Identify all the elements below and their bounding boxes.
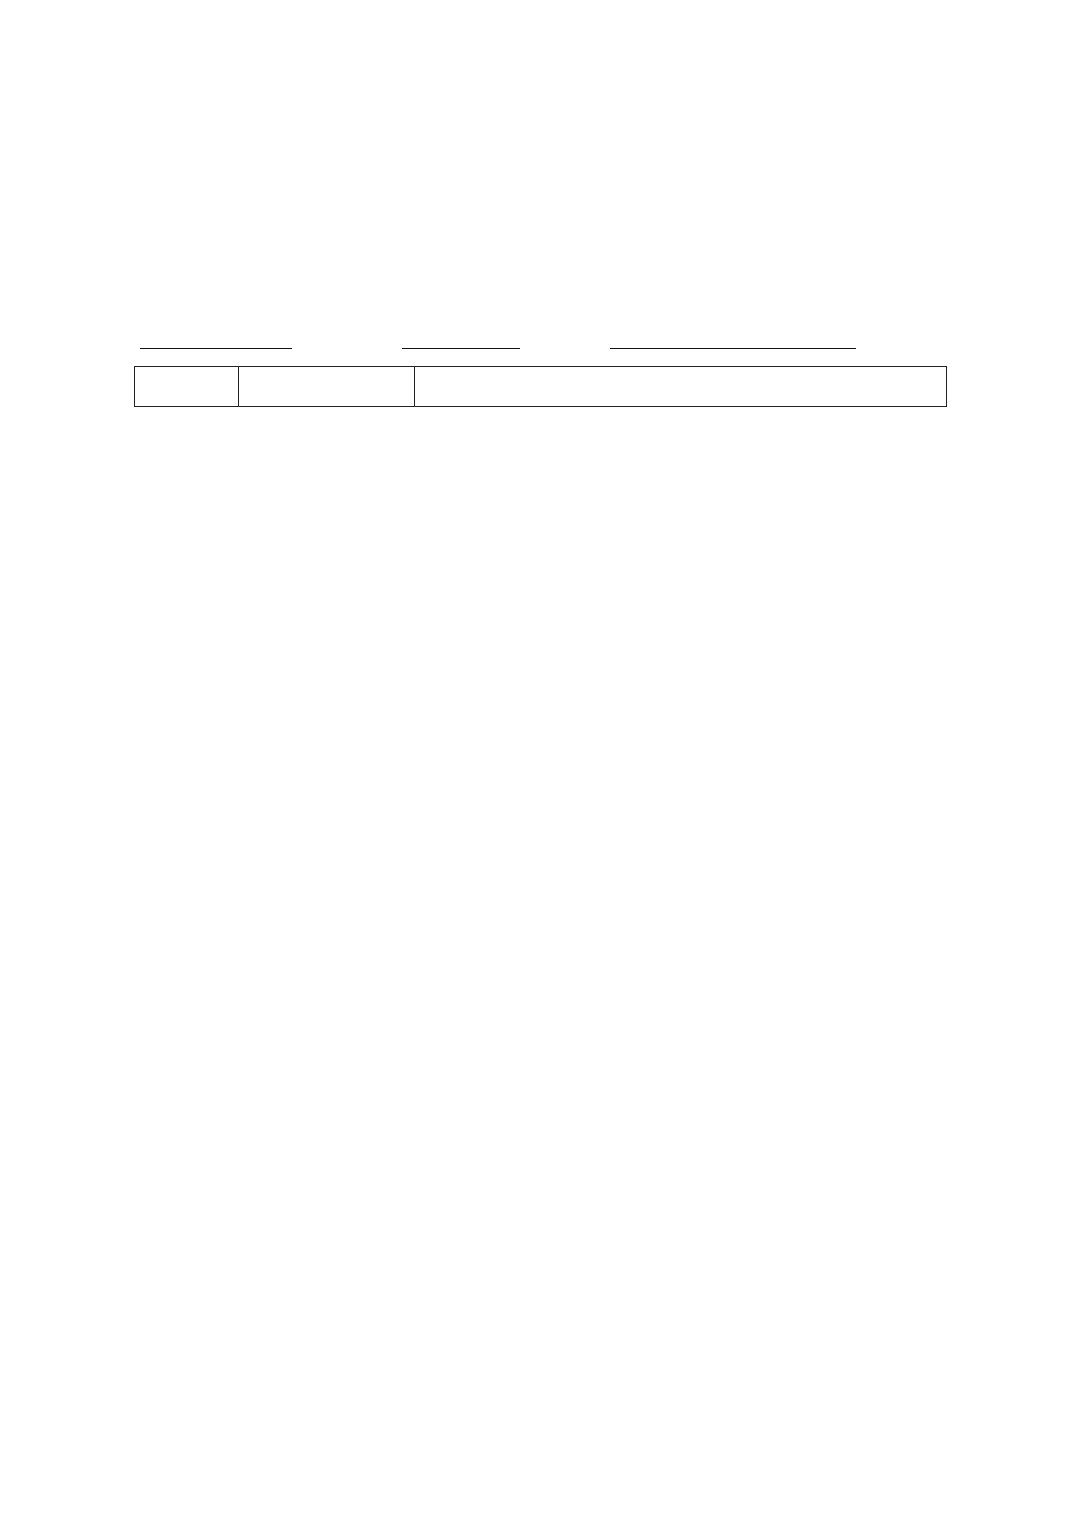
choices-header: [415, 367, 947, 407]
exam-no-line[interactable]: [140, 326, 292, 349]
category-header: [239, 367, 415, 407]
choice-table: [134, 366, 947, 407]
exam-no-field[interactable]: [138, 326, 292, 349]
name-line[interactable]: [402, 326, 520, 349]
name-field[interactable]: [400, 326, 520, 349]
school-field[interactable]: [608, 326, 856, 349]
batch-header: [135, 367, 239, 407]
school-line[interactable]: [610, 326, 856, 349]
table-header-row: [135, 367, 947, 407]
